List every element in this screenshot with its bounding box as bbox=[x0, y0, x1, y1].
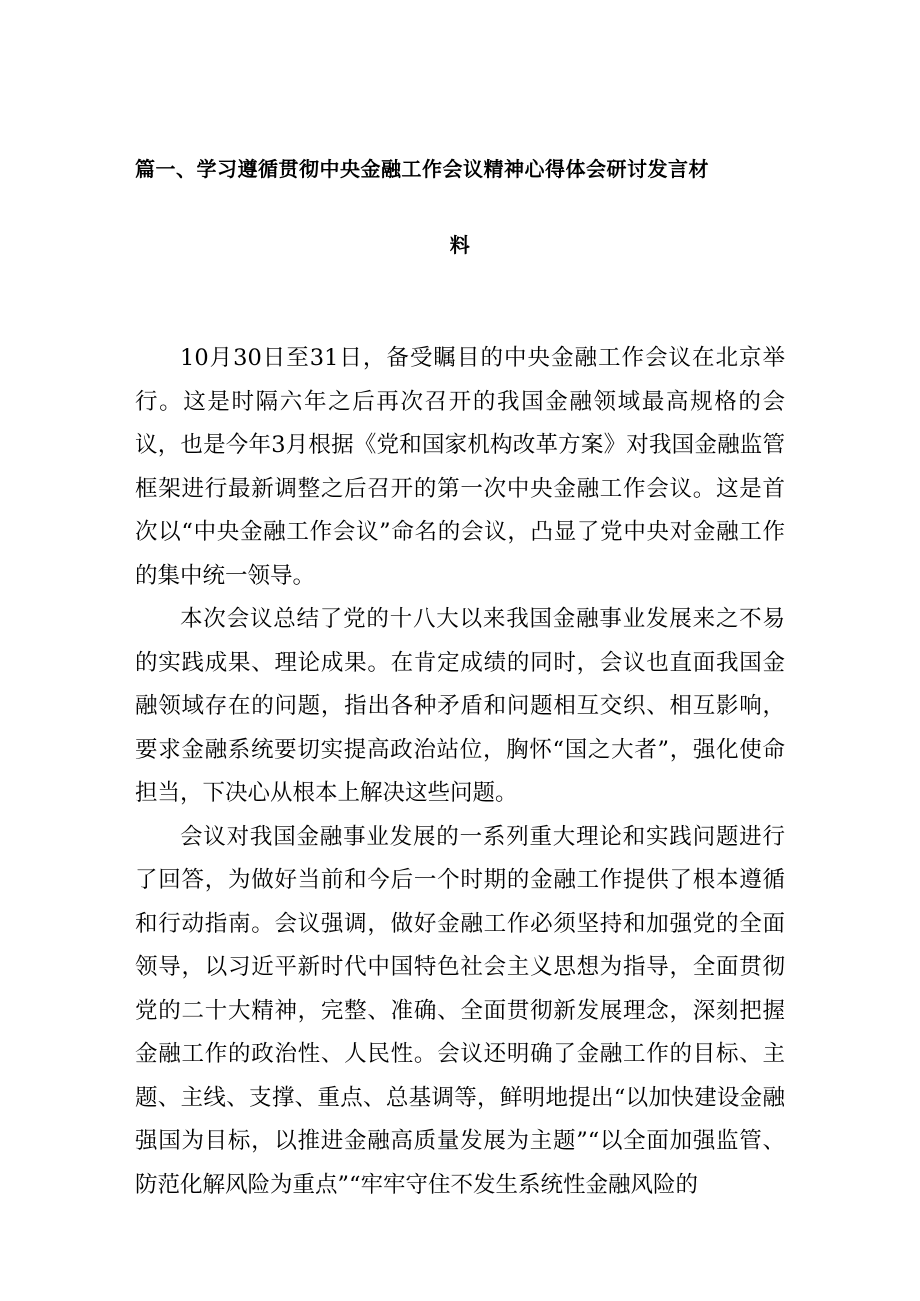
document-title-line-1: 篇一、学习遵循贯彻中央金融工作会议精神心得体会研讨发言材 bbox=[135, 157, 709, 181]
document-title-line-2: 料 bbox=[449, 233, 471, 257]
paragraph-1: 10月30日至31日，备受瞩目的中央金融工作会议在北京举行。这是时隔六年之后再次召开的我国金融领域最高规格的会议，也是今年3月根据《党和国家机构改革方案》对我国金融监管框架进行最新调整之后召开的第一次中央金融工作会议。这是首次以“中央金融工作会议”命名的会议，凸显了党中央对金融工作的集中统一领导。 bbox=[135, 345, 785, 589]
document-title bbox=[135, 150, 785, 264]
paragraph-2: 本次会议总结了党的十八大以来我国金融事业发展来之不易的实践成果、理论成果。在肯定成绩的同时，会议也直面我国金融领域存在的问题，指出各种矛盾和问题相互交织、相互影响，要求金融系统要切实提高政治站位，胸怀“国之大者”，强化使命担当，下决心从根本上解决这些问题。 bbox=[135, 606, 785, 806]
document-body bbox=[135, 337, 785, 1207]
paragraph-3: 会议对我国金融事业发展的一系列重大理论和实践问题进行了回答，为做好当前和今后一个时期的金融工作提供了根本遵循和行动指南。会议强调，做好金融工作必须坚持和加强党的全面领导，以习近平新时代中国特色社会主义思想为指导，全面贯彻党的二十大精神，完整、准确、全面贯彻新发展理念，深刻把握金融工作的政治性、人民性。会议还明确了金融工作的目标、主题、主线、支撑、重点、总基调等，鲜明地提出“以加快建设金融强国为目标，以推进金融高质量发展为主题”“以全面加强监管、防范化解风险为重点”“牢牢守住不发生系统性金融风险的 bbox=[135, 823, 785, 1198]
